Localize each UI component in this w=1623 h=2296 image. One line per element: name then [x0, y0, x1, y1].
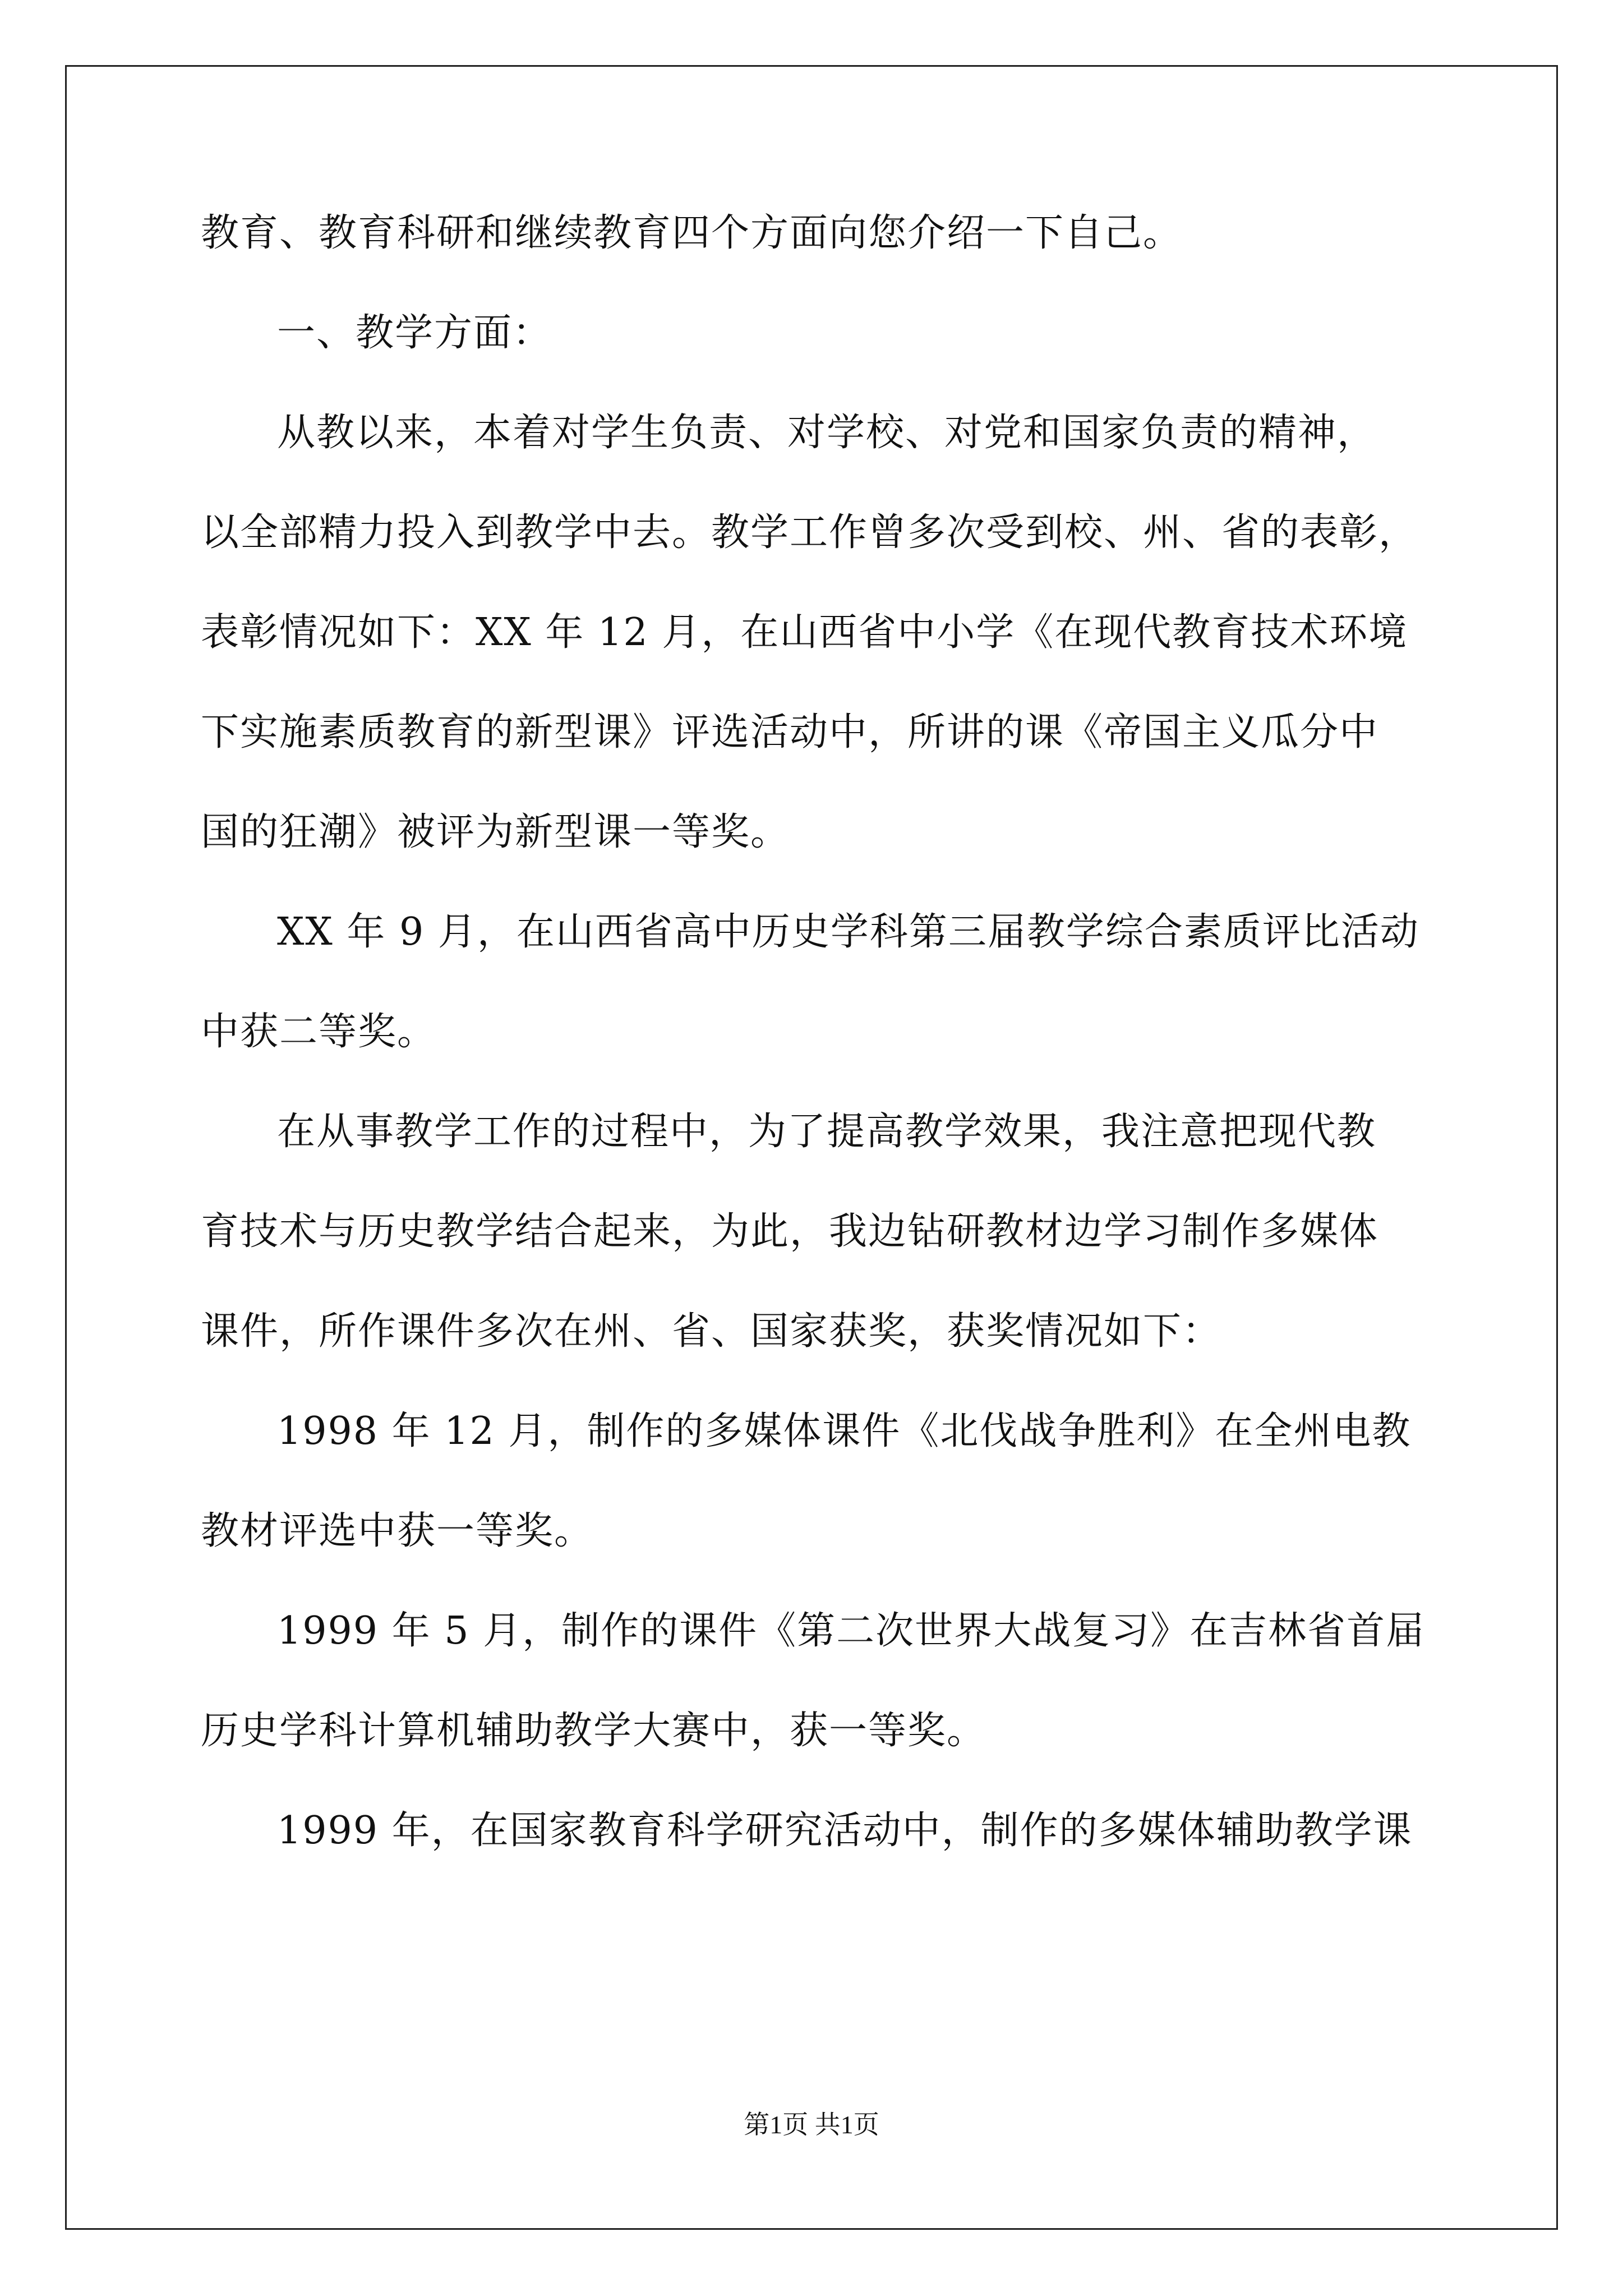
text-line: 在从事教学工作的过程中，为了提高教学效果，我注意把现代教 [277, 1110, 1377, 1154]
text-line: 国的狂潮》被评为新型课一等奖。 [201, 810, 790, 854]
section-heading: 一、教学方面： [277, 311, 552, 355]
text-line: 下实施素质教育的新型课》评选活动中，所讲的课《帝国主义瓜分中 [201, 710, 1379, 754]
text-line: 1999 年，在国家教育科学研究活动中，制作的多媒体辅助教学课 [277, 1809, 1413, 1853]
text-line: 1999 年 5 月，制作的课件《第二次世界大战复习》在吉林省首届 [277, 1609, 1426, 1653]
text-line: 课件，所作课件多次在州、省、国家获奖，获奖情况如下： [201, 1309, 1222, 1354]
text-line: 教材评选中获一等奖。 [201, 1509, 594, 1553]
page-number-footer: 第1页 共1页 [744, 2110, 879, 2139]
text-line: 表彰情况如下：XX 年 12 月，在山西省中小学《在现代教育技术环境 [201, 610, 1408, 655]
text-line: 以全部精力投入到教学中去。教学工作曾多次受到校、州、省的表彰， [201, 510, 1418, 555]
text-line: 育技术与历史教学结合起来，为此，我边钻研教材边学习制作多媒体 [201, 1209, 1379, 1254]
text-line: 历史学科计算机辅助教学大赛中，获一等奖。 [201, 1709, 986, 1753]
text-line: 从教以来，本着对学生负责、对学校、对党和国家负责的精神， [277, 411, 1377, 455]
text-line: 教育、教育科研和继续教育四个方面向您介绍一下自己。 [201, 211, 1183, 255]
text-line: 1998 年 12 月，制作的多媒体课件《北伐战争胜利》在全州电教 [277, 1409, 1412, 1453]
text-line: XX 年 9 月，在山西省高中历史学科第三届教学综合素质评比活动 [277, 910, 1419, 954]
text-line: 中获二等奖。 [201, 1010, 437, 1054]
